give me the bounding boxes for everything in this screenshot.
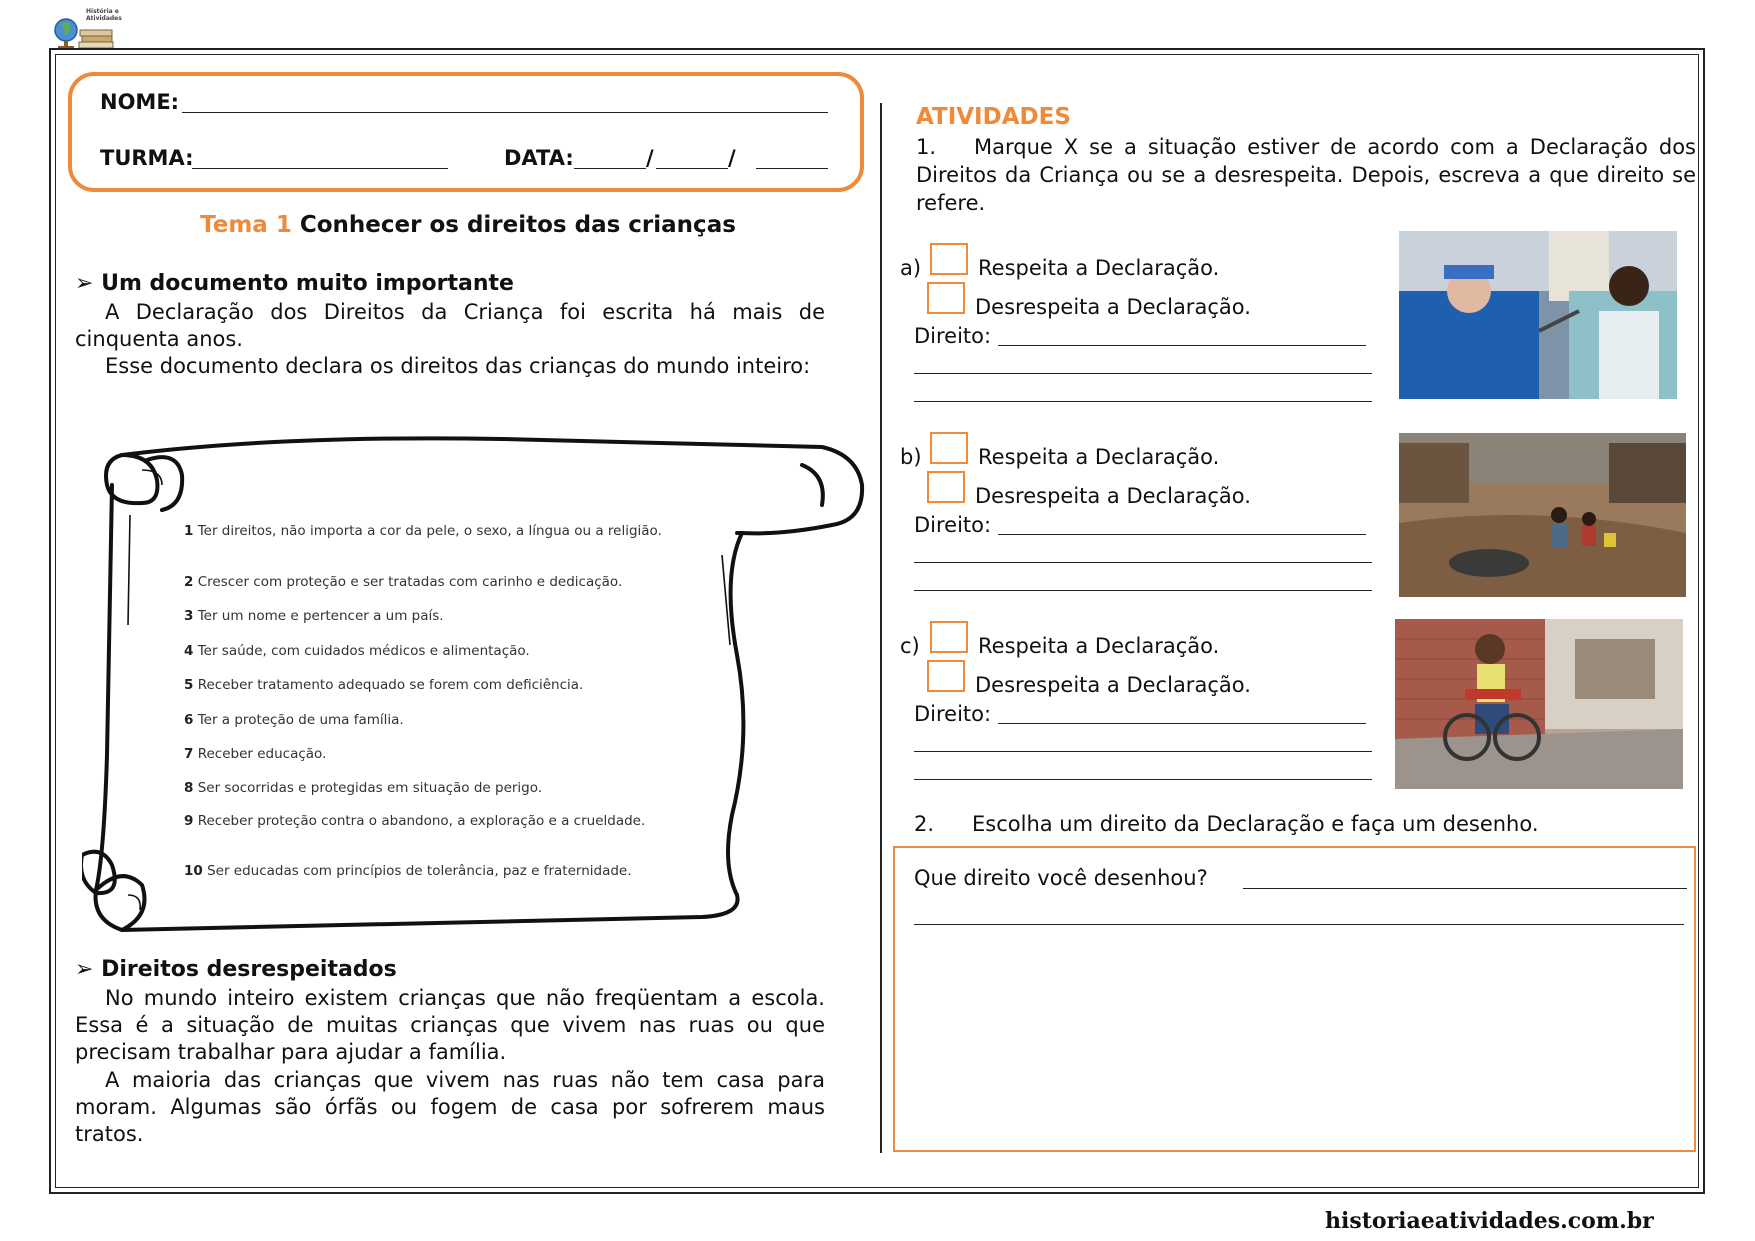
section2-paragraph-1: No mundo inteiro existem crianças que não freqüentam a escola. Essa é a situação de muitas crianças que vivem nas ruas ou que precisam trabalhar para ajudar a família. bbox=[75, 986, 825, 1064]
item-letter: b) bbox=[900, 445, 922, 469]
right-answer-line-a-1[interactable] bbox=[998, 345, 1366, 346]
question-1-number: 1. bbox=[916, 135, 937, 159]
right-text: Receber proteção contra o abandono, a exploração e a crueldade. bbox=[197, 813, 646, 829]
disrespect-checkbox-a[interactable] bbox=[927, 282, 965, 314]
right-label: Direito: bbox=[914, 702, 992, 726]
right-number: 2 bbox=[184, 574, 194, 590]
theme-text: Conhecer os direitos das crianças bbox=[299, 212, 736, 238]
question-2-number: 2. bbox=[914, 812, 935, 836]
right-answer-line-c-3[interactable] bbox=[914, 779, 1372, 780]
right-number: 1 bbox=[184, 523, 194, 539]
right-number: 4 bbox=[184, 643, 194, 659]
question-1 bbox=[916, 133, 1696, 217]
date-separator-2: / bbox=[728, 146, 736, 170]
right-item-8 bbox=[184, 780, 724, 797]
right-text: Ter um nome e pertencer a um país. bbox=[197, 608, 444, 624]
photo-wheelchair-child bbox=[1395, 619, 1683, 789]
respect-label: Respeita a Declaração. bbox=[978, 634, 1220, 658]
rights-scroll bbox=[82, 425, 872, 937]
section1-paragraph-1: A Declaração dos Direitos da Criança foi escrita há mais de cinquenta anos. bbox=[75, 300, 825, 351]
respect-checkbox-b[interactable] bbox=[930, 432, 968, 464]
logo-text: História e Atividades bbox=[86, 8, 122, 22]
name-field[interactable] bbox=[182, 112, 828, 113]
disrespect-label: Desrespeita a Declaração. bbox=[975, 484, 1251, 508]
date-day-field[interactable] bbox=[574, 168, 646, 169]
right-text: Ter direitos, não importa a cor da pele, o sexo, a língua ou a religião. bbox=[197, 523, 662, 539]
section2-paragraph-2: A maioria das crianças que vivem nas ruas não tem casa para moram. Algumas são órfãs ou fogem de casa por sofrerem maus tratos. bbox=[75, 1068, 825, 1146]
respect-label: Respeita a Declaração. bbox=[978, 256, 1220, 280]
right-item-9 bbox=[184, 813, 674, 830]
right-number: 9 bbox=[184, 813, 194, 829]
site-logo bbox=[52, 6, 132, 52]
question-1-text: Marque X se a situação estiver de acordo com a Declaração dos Direitos da Criança ou se a desrespeita. Depois, escreva a que direito se refere. bbox=[916, 135, 1696, 215]
right-answer-line-c-2[interactable] bbox=[914, 751, 1372, 752]
right-label: Direito: bbox=[914, 324, 992, 348]
name-label: NOME: bbox=[100, 90, 180, 114]
right-item-5 bbox=[184, 677, 724, 694]
disrespect-label: Desrespeita a Declaração. bbox=[975, 673, 1251, 697]
respect-checkbox-a[interactable] bbox=[930, 243, 968, 275]
theme-title bbox=[70, 212, 866, 238]
right-text: Receber tratamento adequado se forem com deficiência. bbox=[197, 677, 584, 693]
right-text: Ter saúde, com cuidados médicos e alimentação. bbox=[197, 643, 530, 659]
right-number: 10 bbox=[184, 863, 203, 879]
class-field[interactable] bbox=[192, 168, 448, 169]
right-number: 6 bbox=[184, 712, 194, 728]
arrow-bullet-icon: ➢ bbox=[75, 271, 94, 296]
right-label: Direito: bbox=[914, 513, 992, 537]
item-letter: c) bbox=[900, 634, 920, 658]
disrespect-checkbox-c[interactable] bbox=[927, 660, 965, 692]
disrespect-checkbox-b[interactable] bbox=[927, 471, 965, 503]
section1-heading bbox=[75, 271, 514, 296]
right-number: 7 bbox=[184, 746, 194, 762]
drawing-question: Que direito você desenhou? bbox=[914, 866, 1208, 890]
activities-title: ATIVIDADES bbox=[916, 104, 1071, 130]
item-letter: a) bbox=[900, 256, 922, 280]
doctor-child-photo bbox=[1399, 231, 1677, 399]
right-item-6 bbox=[184, 712, 724, 729]
arrow-bullet-icon: ➢ bbox=[75, 957, 94, 982]
date-year-field[interactable] bbox=[756, 168, 828, 169]
theme-number: Tema 1 bbox=[200, 212, 292, 238]
right-item-3 bbox=[184, 608, 724, 625]
date-month-field[interactable] bbox=[656, 168, 728, 169]
class-label: TURMA: bbox=[100, 146, 194, 170]
section1-paragraph-2: Esse documento declara os direitos das crianças do mundo inteiro: bbox=[105, 354, 811, 378]
right-item-7 bbox=[184, 746, 724, 763]
right-answer-line-b-3[interactable] bbox=[914, 590, 1372, 591]
right-item-10 bbox=[184, 863, 744, 880]
respect-checkbox-c[interactable] bbox=[930, 621, 968, 653]
right-answer-line-a-3[interactable] bbox=[914, 401, 1372, 402]
right-answer-line-b-1[interactable] bbox=[998, 534, 1366, 535]
wheelchair-child-photo bbox=[1395, 619, 1683, 789]
right-text: Ser socorridas e protegidas em situação de perigo. bbox=[197, 780, 543, 796]
photo-doctor-child bbox=[1399, 231, 1677, 399]
slum-children-photo bbox=[1399, 433, 1686, 597]
drawing-area[interactable] bbox=[893, 846, 1696, 1152]
right-text: Crescer com proteção e ser tratadas com carinho e dedicação. bbox=[197, 574, 623, 590]
right-item-4 bbox=[184, 643, 724, 660]
question-2 bbox=[914, 812, 1539, 836]
right-text: Ter a proteção de uma família. bbox=[197, 712, 404, 728]
photo-slum-children bbox=[1399, 433, 1686, 597]
right-number: 5 bbox=[184, 677, 194, 693]
disrespect-label: Desrespeita a Declaração. bbox=[975, 295, 1251, 319]
date-label: DATA: bbox=[504, 146, 574, 170]
drawing-answer-line-2[interactable] bbox=[914, 924, 1684, 925]
section2-title: Direitos desrespeitados bbox=[101, 957, 397, 982]
section1-title: Um documento muito importante bbox=[101, 271, 514, 296]
right-text: Ser educadas com princípios de tolerância, paz e fraternidade. bbox=[207, 863, 632, 879]
section2-heading bbox=[75, 957, 397, 982]
right-number: 8 bbox=[184, 780, 194, 796]
right-text: Receber educação. bbox=[197, 746, 327, 762]
right-item-2 bbox=[184, 574, 744, 591]
right-answer-line-c-1[interactable] bbox=[998, 723, 1366, 724]
right-item-1 bbox=[184, 523, 664, 540]
respect-label: Respeita a Declaração. bbox=[978, 445, 1220, 469]
site-url: historiaeatividades.com.br bbox=[1325, 1208, 1654, 1234]
date-separator-1: / bbox=[646, 146, 654, 170]
right-answer-line-b-2[interactable] bbox=[914, 562, 1372, 563]
drawing-answer-line-1[interactable] bbox=[1243, 888, 1687, 889]
question-2-text: Escolha um direito da Declaração e faça um desenho. bbox=[972, 812, 1539, 836]
column-divider bbox=[880, 103, 882, 1153]
right-number: 3 bbox=[184, 608, 194, 624]
right-answer-line-a-2[interactable] bbox=[914, 373, 1372, 374]
student-info-box bbox=[68, 72, 864, 192]
